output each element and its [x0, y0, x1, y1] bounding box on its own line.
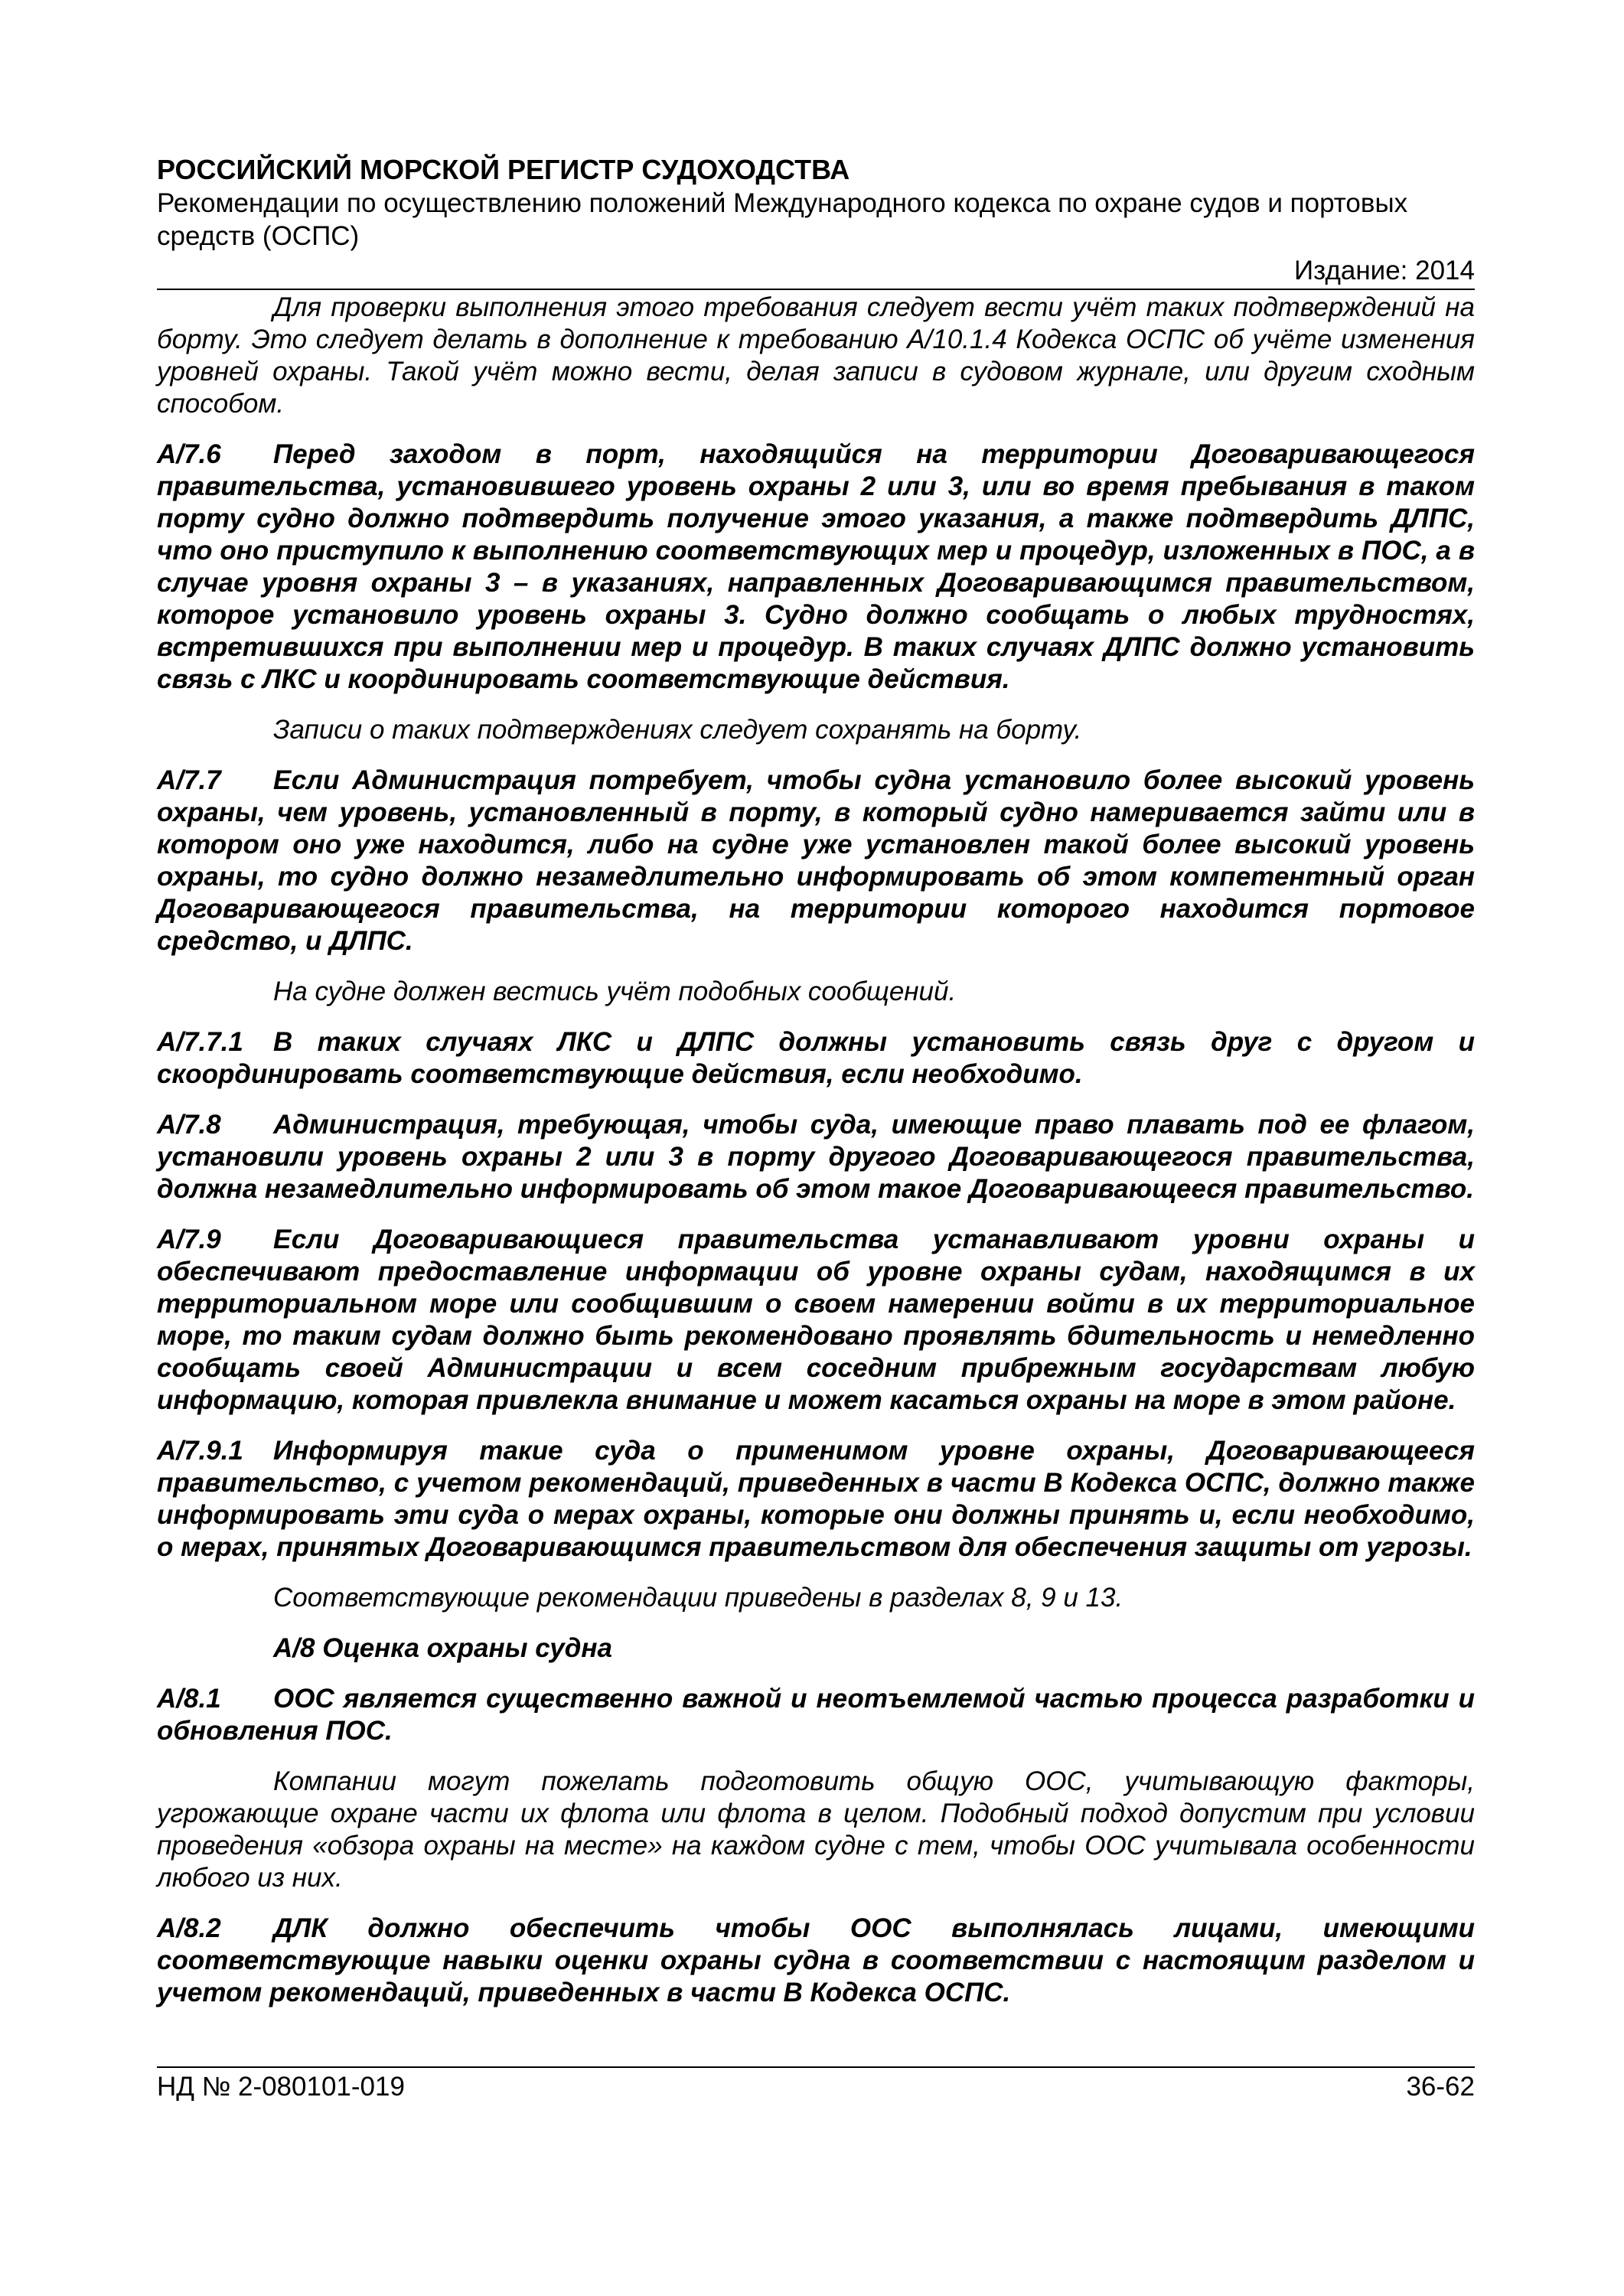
paragraph-text: На судне должен вестись учёт подобных сообщений.: [273, 977, 957, 1006]
paragraph-text: ООС является существенно важной и неотъемлемой частью процесса разработки и обновления ПОС.: [157, 1684, 1475, 1746]
footer-divider: [157, 2066, 1475, 2068]
paragraph-text: ДЛК должно обеспечить чтобы ООС выполнялась лицами, имеющими соответствующие навыки оценки охраны судна в соответствии с настоящим разделом и учетом рекомендаций, приведенных в части В Кодекса ОСПС.: [157, 1913, 1475, 2007]
paragraph-requirement: [157, 1026, 1475, 1091]
paragraph-text: Записи о таких подтверждениях следует сохранять на борту.: [273, 715, 1082, 745]
paragraph-requirement: [157, 1683, 1475, 1747]
paragraph-requirement: [157, 1224, 1475, 1417]
paragraph-text: Если Администрация потребует, чтобы судна установило более высокий уровень охраны, чем уровень, установленный в порту, в который судно намеривается зайти или в котором оно уже находится, либо на судне уже установлен такой более высокий уровень охраны, то судно должно незамедлительно информировать об этом компетентный орган Договаривающегося правительства, на территории которого находится портовое средство, и ДЛПС.: [157, 765, 1475, 956]
paragraph-recommendation: [157, 714, 1475, 746]
document-body: [157, 292, 1475, 2009]
document-number: НД № 2-080101-019: [157, 2072, 405, 2102]
clause-number: A/7.7.1: [157, 1027, 243, 1057]
paragraph-requirement: [157, 1109, 1475, 1205]
paragraph-text: Компании могут пожелать подготовить общую ООС, учитывающую факторы, угрожающие охране части их флота или флота в целом. Подобный подход допустим при условии проведения «обзора охраны на месте» на каждом судне с тем, чтобы ООС учитывала особенности любого из них.: [157, 1766, 1475, 1893]
clause-number: A/8.1: [157, 1684, 221, 1714]
page-number: 36-62: [1406, 2072, 1475, 2102]
clause-number: A/7.7: [157, 765, 221, 795]
paragraph-text: Информируя такие суда о применимом уровне охраны, Договаривающееся правительство, с учетом рекомендаций, приведенных в части В Кодекса ОСПС, должно также информировать эти суда о мерах охраны, которые они должны принять и, если необходимо, о мерах, принятых Договаривающимся правительством для обеспечения защиты от угрозы.: [157, 1436, 1475, 1562]
paragraph-requirement: [157, 765, 1475, 957]
header-divider: [157, 289, 1475, 290]
paragraph-requirement: [157, 1435, 1475, 1564]
paragraph-text: В таких случаях ЛКС и ДЛПС должны установить связь друг с другом и скоординировать соответствующие действия, если необходимо.: [157, 1027, 1475, 1089]
section-heading: [157, 1632, 1475, 1665]
clause-number: A/7.9: [157, 1225, 221, 1254]
clause-number: A/8.2: [157, 1913, 221, 1943]
header-subtitle: Рекомендации по осуществлению положений Международного кодекса по охране судов и портовых средств (ОСПС): [157, 188, 1408, 251]
paragraph-recommendation: [157, 976, 1475, 1008]
paragraph-recommendation: [157, 1582, 1475, 1614]
paragraph-text: Если Договаривающиеся правительства устанавливают уровни охраны и обеспечивают предоставление информации об уровне охраны судам, находящимся в их территориальном море или сообщившим о своем намерении войти в их территориальное море, то таким судам должно быть рекомендовано проявлять бдительность и немедленно сообщать своей Администрации и всем соседним прибрежным государствам любую информацию, которая привлекла внимание и может касаться охраны на море в этом районе.: [157, 1225, 1475, 1415]
page: [157, 153, 1475, 2027]
paragraph-text: Перед заходом в порт, находящийся на территории Договаривающегося правительства, установившего уровень охраны 2 или 3, или во время пребывания в таком порту судно должно подтвердить получение этого указания, а также подтвердить ДЛПС, что оно приступило к выполнению соответствующих мер и процедур, изложенных в ПОС, а в случае уровня охраны 3 – в указаниях, направленных Договаривающимся правительством, которое установило уровень охраны 3. Судно должно сообщать о любых трудностях, встретившихся при выполнении мер и процедур. В таких случаях ДЛПС должно установить связь с ЛКС и координировать соответствующие действия.: [157, 439, 1475, 694]
header-edition: Издание: 2014: [1294, 256, 1475, 285]
paragraph-text: Для проверки выполнения этого требования следует вести учёт таких подтверждений на борту. Это следует делать в дополнение к требованию A/10.1.4 Кодекса ОСПС об учёте изменения уровней охраны. Такой учёт можно вести, делая записи в судовом журнале, или другим сходным способом.: [157, 292, 1475, 419]
paragraph-recommendation: [157, 292, 1475, 420]
paragraph-requirement: [157, 1913, 1475, 2009]
paragraph-requirement: [157, 439, 1475, 696]
clause-number: A/7.6: [157, 439, 221, 469]
paragraph-text: Администрация, требующая, чтобы суда, имеющие право плавать под ее флагом, установили уровень охраны 2 или 3 в порту другого Договаривающегося правительства, должна незамедлительно информировать об этом такое Договаривающееся правительство.: [157, 1110, 1475, 1204]
paragraph-text: Соответствующие рекомендации приведены в разделах 8, 9 и 13.: [273, 1583, 1123, 1613]
section-heading-text: A/8 Оценка охраны судна: [273, 1633, 612, 1663]
clause-number: A/7.9.1: [157, 1436, 243, 1466]
clause-number: A/7.8: [157, 1110, 221, 1140]
paragraph-recommendation: [157, 1766, 1475, 1894]
header-organization: РОССИЙСКИЙ МОРСКОЙ РЕГИСТР СУДОХОДСТВА: [157, 154, 850, 185]
